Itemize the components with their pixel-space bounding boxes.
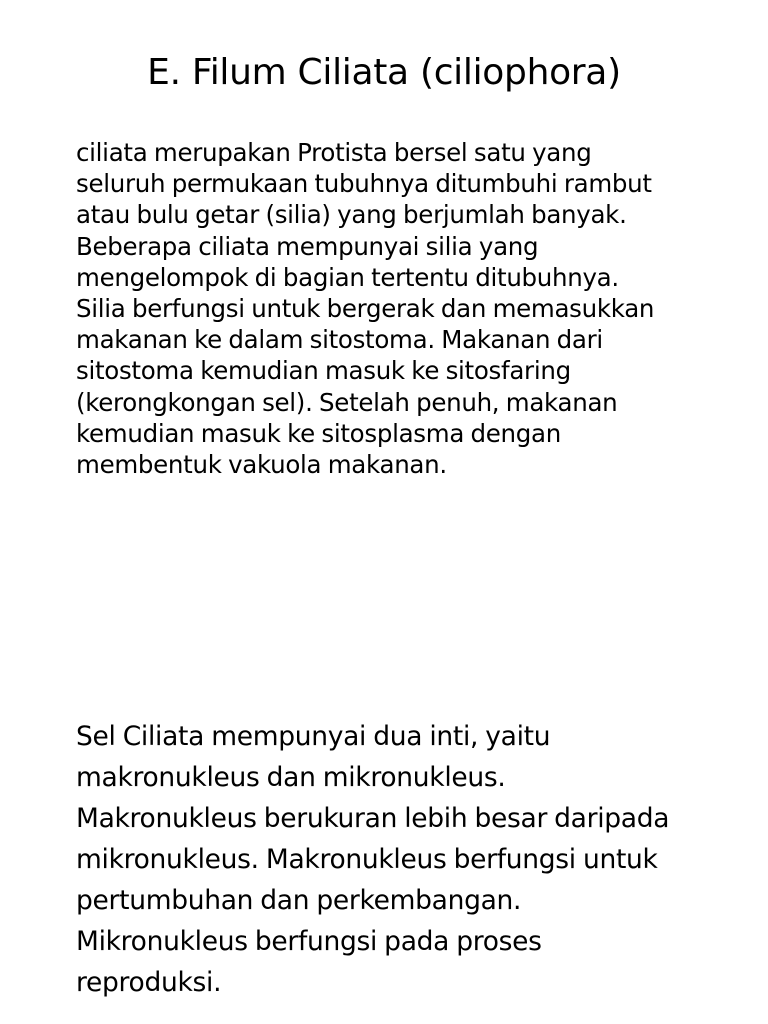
text-line: kemudian masuk ke sitosplasma dengan — [76, 418, 561, 448]
text-line: Sel Ciliata mempunyai dua inti, yaitu — [76, 721, 551, 752]
text-line: mikronukleus. Makronukleus berfungsi untuk — [76, 844, 658, 875]
text-line: mengelompok di bagian tertentu ditubuhnya. — [76, 262, 619, 292]
slide-title: E. Filum Ciliata (ciliophora) — [147, 52, 621, 93]
text-line: pertumbuhan dan perkembangan. — [76, 885, 522, 916]
text-line: makronukleus dan mikronukleus. — [76, 762, 506, 793]
text-line: Mikronukleus berfungsi pada proses — [76, 926, 542, 957]
text-line: ciliata merupakan Protista bersel satu yang — [76, 138, 592, 167]
text-line: Makronukleus berukuran lebih besar daripada — [76, 803, 670, 834]
paragraph-nucleus-description — [76, 716, 756, 1003]
paragraph-ciliata-description — [76, 137, 756, 480]
text-line: seluruh permukaan tubuhnya ditumbuhi rambut — [76, 169, 652, 199]
text-line: Beberapa ciliata mempunyai silia yang — [76, 231, 539, 261]
text-line: atau bulu getar (silia) yang berjumlah banyak. — [76, 200, 627, 230]
text-line: reproduksi. — [76, 967, 222, 998]
text-line: (kerongkongan sel). Setelah penuh, makanan — [76, 387, 618, 417]
text-line: Silia berfungsi untuk bergerak dan memasukkan — [76, 294, 655, 324]
text-line: sitostoma kemudian masuk ke sitosfaring — [76, 356, 571, 386]
text-line: membentuk vakuola makanan. — [76, 450, 447, 480]
text-line: makanan ke dalam sitostoma. Makanan dari — [76, 325, 603, 355]
